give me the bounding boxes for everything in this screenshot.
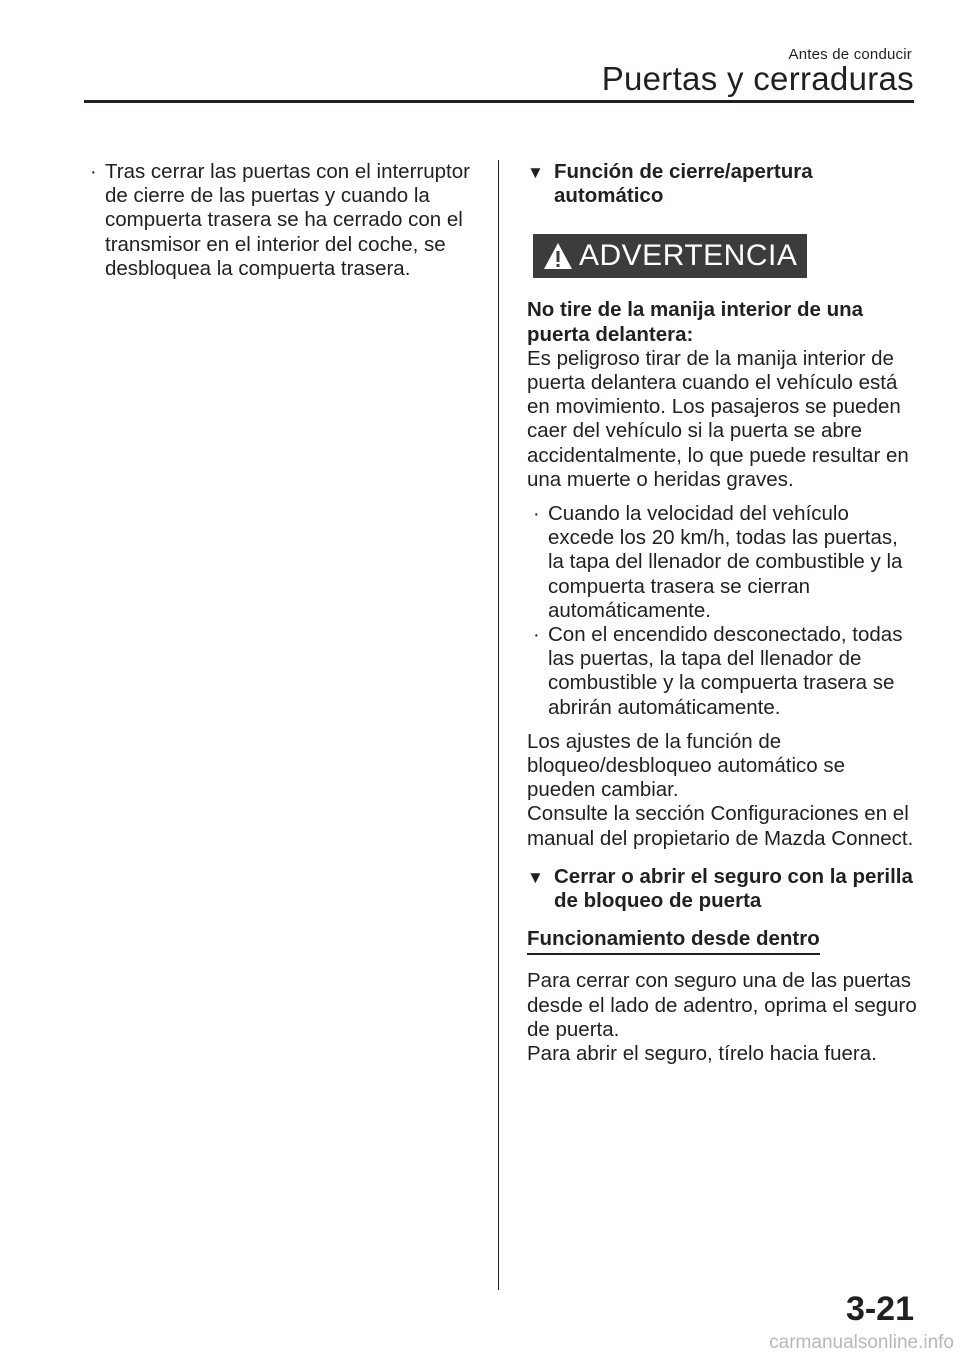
- section-heading-text: Función de cierre/apertura automático: [554, 160, 813, 208]
- list-item-text: Cuando la velocidad del vehículo excede los 20 km/h, todas las puertas, la tapa del llenador de combustible y la compuerta trasera se cierran automáticamente.: [548, 502, 903, 622]
- right-column: [527, 160, 919, 1066]
- warning-body: Es peligroso tirar de la manija interior de puerta delantera cuando el vehículo está en movimiento. Los pasajeros se pueden caer del vehículo si la puerta se abre accidentalmente, lo que puede resultar en una muerte o heridas graves.: [527, 346, 909, 491]
- left-bullet-list: [86, 160, 474, 281]
- right-bullet-list: [529, 502, 919, 720]
- left-column: [84, 160, 474, 281]
- section-heading-auto-lock: [527, 160, 919, 208]
- page-number: 3-21: [845, 1290, 914, 1328]
- warning-banner: [533, 234, 807, 278]
- reference-paragraph: Consulte la sección Configuraciones en el manual del propietario de Mazda Connect.: [527, 802, 914, 850]
- bullet-dot-icon: ·: [533, 624, 540, 647]
- list-item-text: Tras cerrar las puertas con el interruptor de cierre de las puertas y cuando la compuerta trasera se ha cerrado con el transmisor en el interior del coche, se desbloquea la compuerta trasera.: [105, 160, 470, 280]
- subheading-inside-operation: Funcionamiento desde dentro: [527, 927, 820, 955]
- warning-label: ADVERTENCIA: [579, 239, 798, 273]
- down-triangle-icon: ▼: [527, 163, 544, 182]
- list-item: [529, 502, 919, 623]
- unlock-instructions: Para abrir el seguro, tírelo hacia fuera.: [527, 1042, 877, 1066]
- bullet-dot-icon: ·: [90, 161, 97, 183]
- header-rule: [84, 100, 914, 103]
- section-heading-lock-knob: [527, 865, 919, 913]
- watermark: carmanualsonline.info: [769, 1332, 954, 1353]
- list-item-text: Con el encendido desconectado, todas las puertas, la tapa del llenador de combustible y la compuerta trasera se abrirán automáticamente.: [548, 623, 903, 719]
- lock-instructions: Para cerrar con seguro una de las puertas desde el lado de adentro, oprima el seguro de puerta.: [527, 969, 917, 1041]
- header-chapter: Antes de conducir: [788, 46, 912, 63]
- list-item: [86, 160, 474, 281]
- section-heading-text: Cerrar o abrir el seguro con la perilla de bloqueo de puerta: [554, 864, 913, 913]
- header-section-title: Puertas y cerraduras: [601, 60, 914, 97]
- list-item: [529, 623, 919, 720]
- down-triangle-icon: ▼: [527, 867, 544, 887]
- warning-triangle-icon: [543, 242, 573, 270]
- warning-title: No tire de la manija interior de una puerta delantera:: [527, 298, 864, 346]
- column-divider: [498, 160, 499, 1290]
- bullet-dot-icon: ·: [533, 503, 540, 526]
- settings-paragraph: Los ajustes de la función de bloqueo/desbloqueo automático se pueden cambiar.: [527, 729, 845, 802]
